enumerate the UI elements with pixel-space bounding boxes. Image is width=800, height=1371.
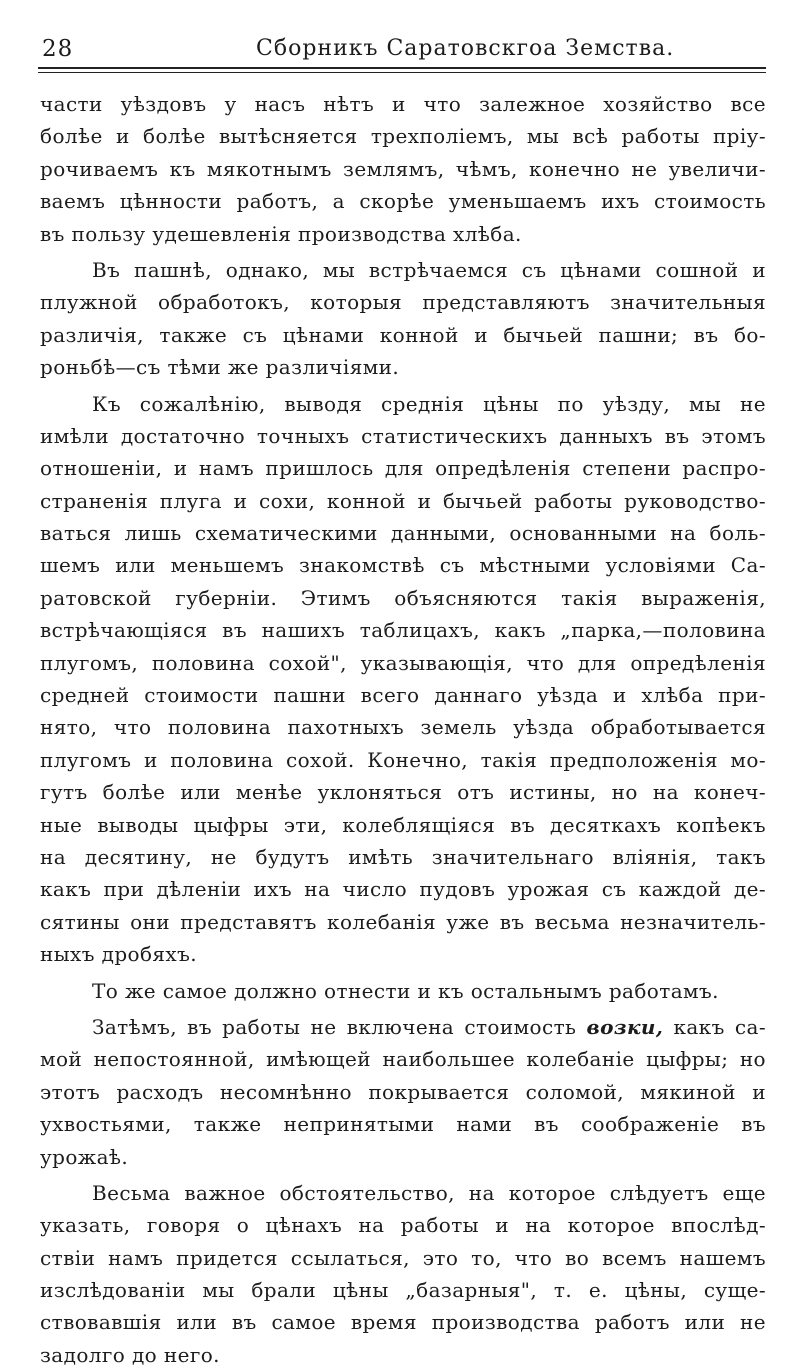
emphasis-word: возки, [586, 1014, 664, 1039]
text-line: ваться лишь схематическими данными, основанными на боль- [40, 521, 766, 546]
text-line: Весьма важное обстоятельство, на которое слѣдуетъ еще [92, 1180, 766, 1205]
paragraph-6 [40, 1177, 766, 1371]
text-line: имѣли достаточно точныхъ статистическихъ данныхъ въ этомъ [40, 423, 766, 448]
text-line: плужной обработокъ, которыя представляютъ значительныя [40, 290, 766, 315]
text-line: какъ при дѣленіи ихъ на число пудовъ урожая съ каждой де- [40, 877, 766, 902]
body-text [40, 88, 766, 1371]
text-line: роньбѣ—съ тѣми же различіями. [40, 355, 400, 380]
text-line: Къ сожалѣнію, выводя среднія цѣны по уѣзду, мы не [92, 391, 766, 416]
paragraph-4 [40, 975, 766, 1007]
text-line: встрѣчающіяся въ нашихъ таблицахъ, какъ „парка,—половина [40, 618, 766, 643]
text-line: этотъ расходъ несомнѣнно покрывается соломой, мякиной и [40, 1079, 766, 1104]
text-line: болѣе и болѣе вытѣсняется трехполіемъ, мы всѣ работы пріу- [40, 124, 766, 149]
header-rule-thin [38, 72, 766, 73]
text-line: въ пользу удешевленія производства хлѣба. [40, 221, 522, 246]
text-line: ратовской губерніи. Этимъ объясняются такія выраженія, [40, 585, 766, 610]
header-rule-thick [38, 67, 766, 69]
text-line: на десятину, не будутъ имѣть значительнаго вліянія, такъ [40, 844, 766, 869]
text-line: ваемъ цѣнности работъ, а скорѣе уменьшаемъ ихъ стоимость [40, 189, 766, 214]
text-line [40, 1011, 766, 1043]
running-title: Сборникъ Саратовскгоа Земства. [256, 36, 675, 61]
text-line: ухвостьями, также непринятыми нами въ соображеніе въ [40, 1112, 766, 1137]
text-line: части уѣздовъ у насъ нѣтъ и что залежное хозяйство все [40, 92, 766, 116]
text-line: урожаѣ. [40, 1144, 129, 1169]
paragraph-2 [40, 254, 766, 384]
text-line: плугомъ и половина сохой. Конечно, такія предположенія мо- [40, 747, 766, 772]
text-line: плугомъ, половина сохой", указывающія, что для опредѣленія [40, 650, 766, 675]
text-line: страненія плуга и сохи, конной и бычьей работы руководство- [40, 488, 766, 513]
text-line: сятины они представятъ колебанія уже въ весьма незначитель- [40, 909, 766, 934]
text-run: Затѣмъ, въ работы не включена стоимость [92, 1014, 587, 1039]
paragraph-1 [40, 88, 766, 250]
text-line: средней стоимости пашни всего даннаго уѣзда и хлѣба при- [40, 683, 766, 708]
text-line: Въ пашнѣ, однако, мы встрѣчаемся съ цѣнами сошной и [92, 257, 766, 282]
page-number: 28 [42, 36, 74, 62]
text-run: какъ са- [663, 1014, 766, 1039]
text-line: гутъ болѣе или менѣе уклоняться отъ истины, но на конеч- [40, 780, 766, 805]
text-line: ные выводы цыфры эти, колеблящіяся въ десяткахъ копѣекъ [40, 812, 766, 837]
page-header [38, 34, 766, 66]
text-line: шемъ или меньшемъ знакомствѣ съ мѣстными условіями Са- [40, 553, 766, 578]
text-line: задолго до него. [40, 1342, 220, 1367]
text-line: ствовавшія или въ самое время производства работъ или не [40, 1310, 766, 1335]
text-line: отношенiи, и намъ пришлось для опредѣленія степени распро- [40, 456, 766, 481]
paragraph-5 [40, 1011, 766, 1173]
text-line: То же самое должно отнести и къ остальнымъ работамъ. [92, 978, 719, 1003]
text-line: различія, также съ цѣнами конной и бычьей пашни; въ бо- [40, 322, 766, 347]
text-line: ствіи намъ придется ссылаться, это то, что во всемъ нашемъ [40, 1245, 766, 1270]
text-line: изслѣдованіи мы брали цѣны „базарныя", т. е. цѣны, суще- [40, 1278, 766, 1303]
text-line: указать, говоря о цѣнахъ на работы и на которое впослѣд- [40, 1213, 766, 1238]
text-line: мой непостоянной, имѣющей наибольшее колебаніе цыфры; но [40, 1047, 766, 1072]
text-line: ныхъ дробяхъ. [40, 942, 197, 967]
text-line: нято, что половина пахотныхъ земель уѣзда обработывается [40, 715, 766, 740]
paragraph-3 [40, 388, 766, 971]
text-line: рочиваемъ къ мякотнымъ землямъ, чѣмъ, конечно не увеличи- [40, 156, 766, 181]
